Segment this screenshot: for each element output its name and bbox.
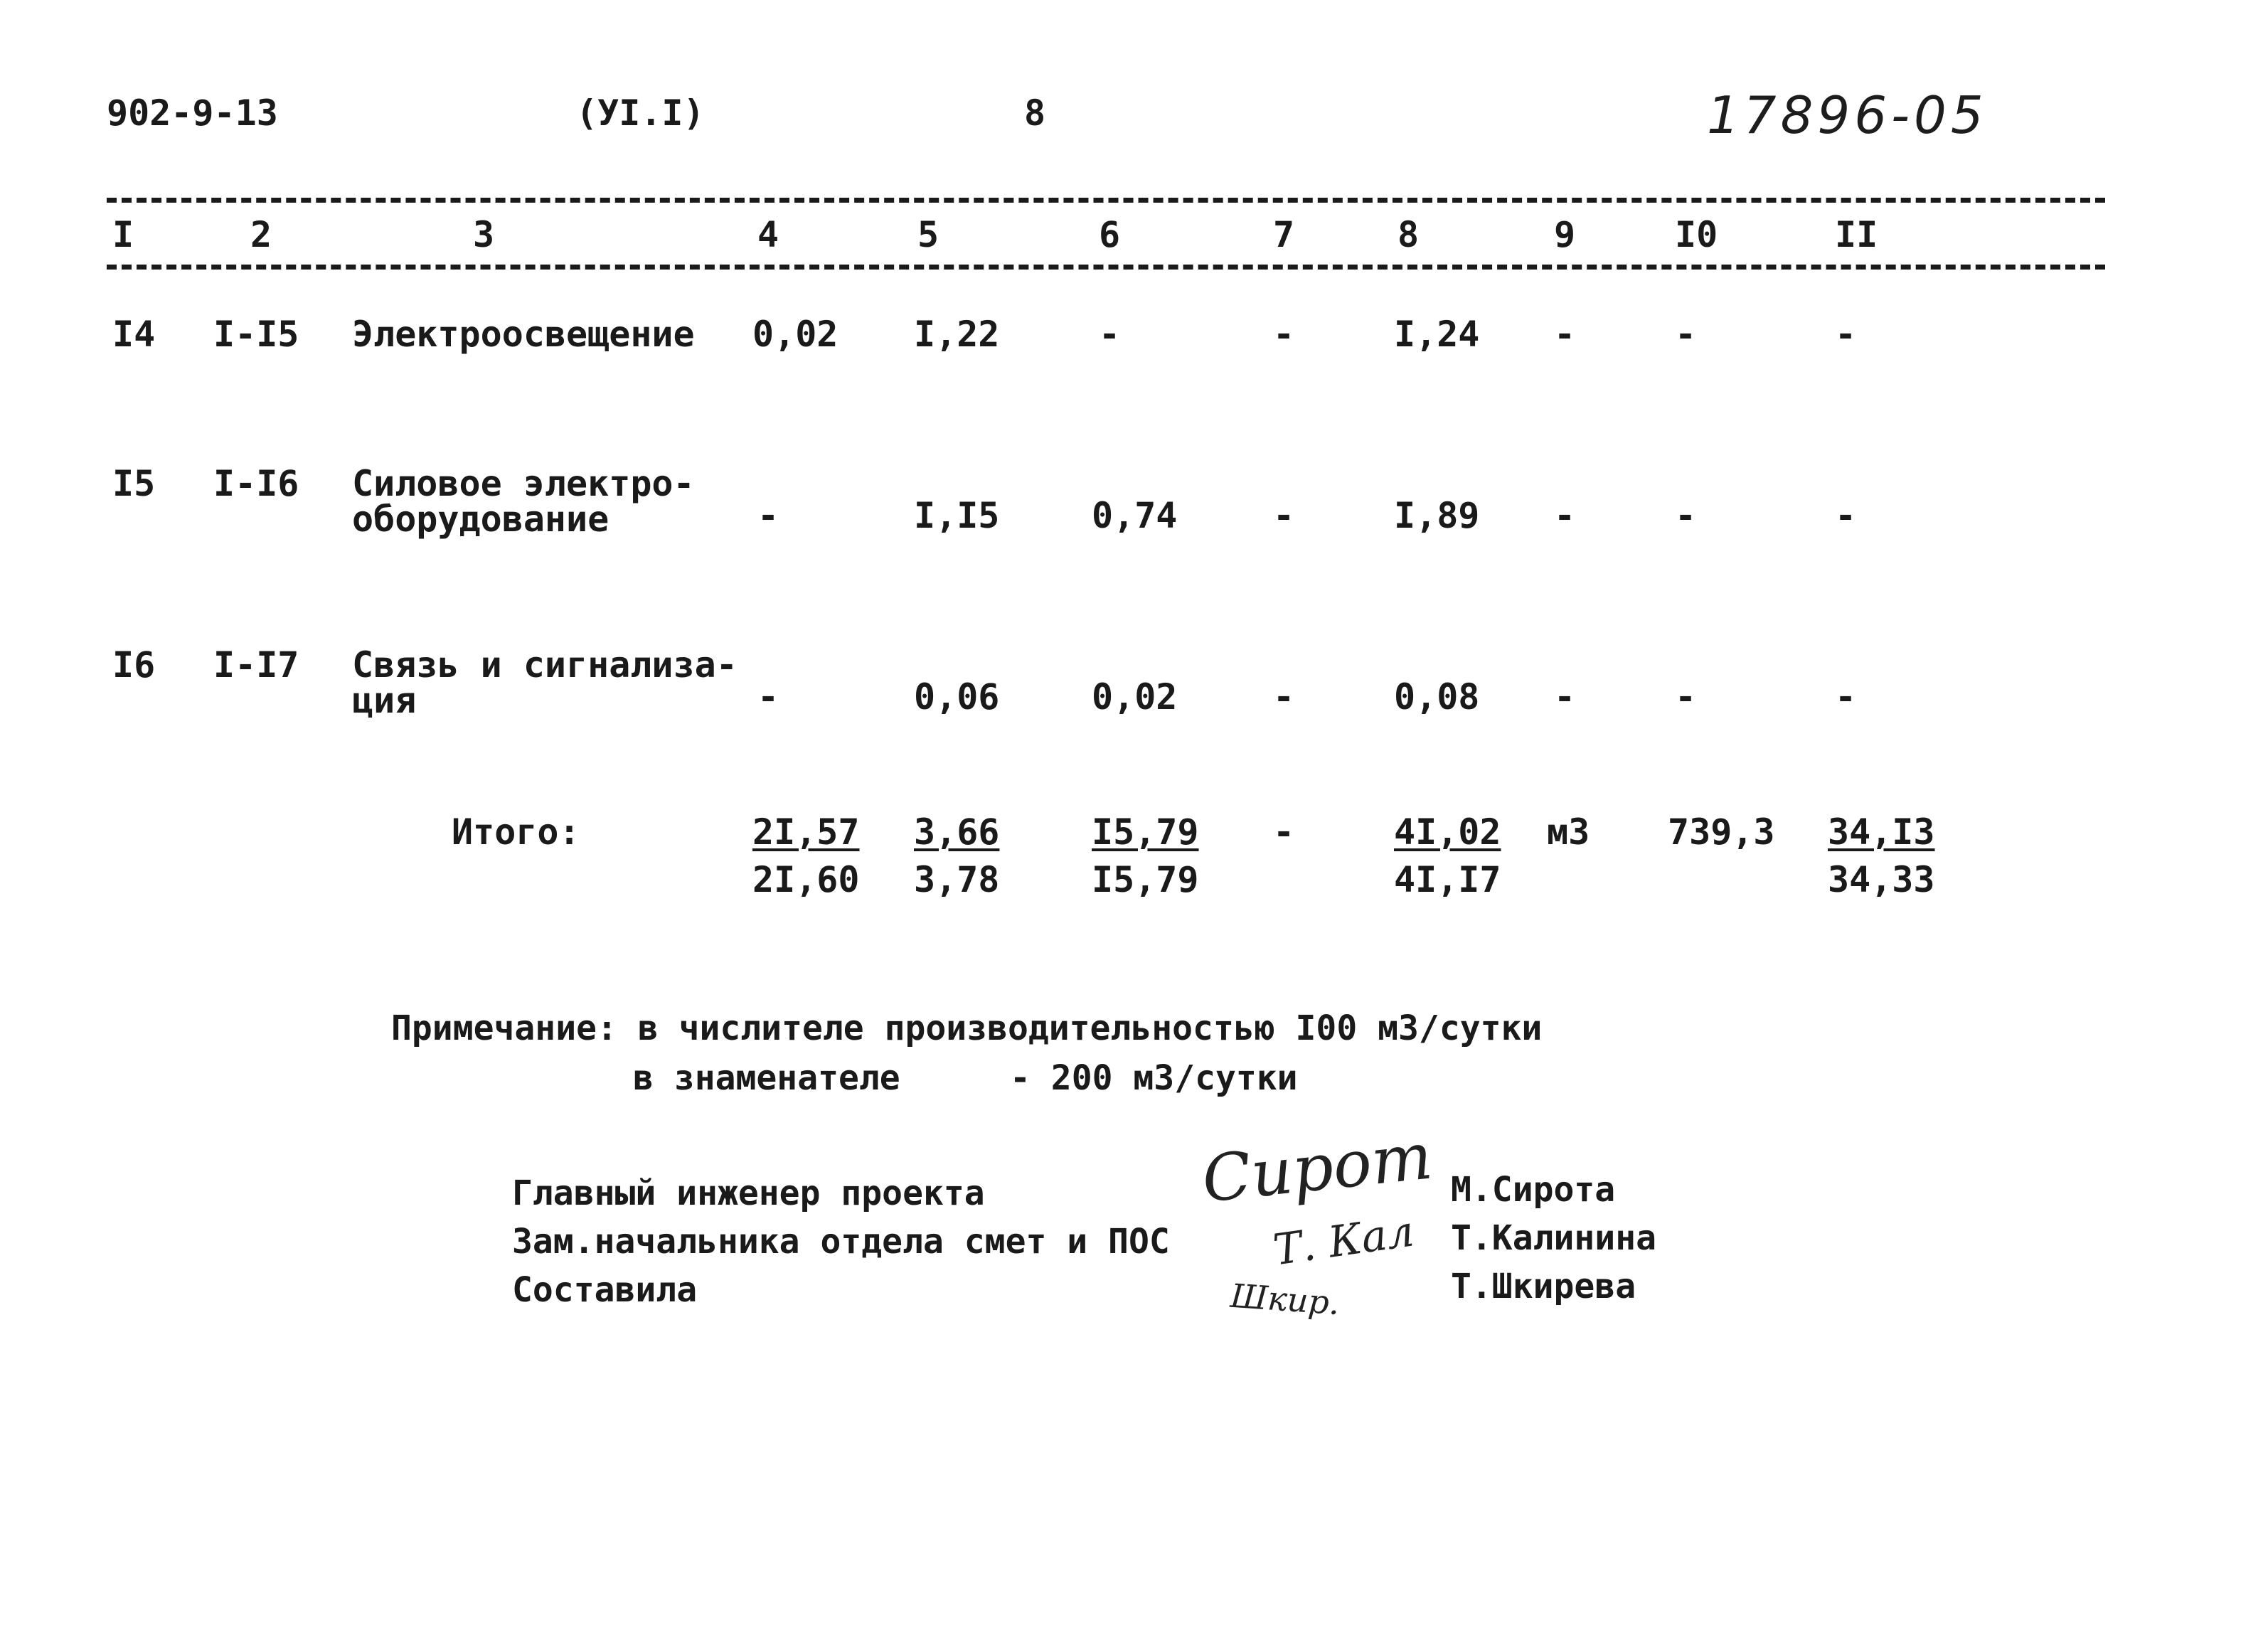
- row-name-line2: оборудование: [352, 499, 609, 540]
- col-num-7: 7: [1273, 214, 1295, 255]
- col-num-1: I: [112, 214, 134, 255]
- cell-col6: 0,02: [1092, 676, 1178, 718]
- signer-role-compiler: Составила: [512, 1270, 698, 1310]
- total-col9-unit: м3: [1547, 811, 1590, 853]
- signer-name-shkireva: Т.Шкирева: [1451, 1267, 1636, 1306]
- cell-col11: -: [1835, 676, 1857, 718]
- row-code: I-I7: [213, 644, 299, 686]
- cell-col6: 0,74: [1092, 495, 1178, 536]
- cell-col5: I,22: [914, 314, 1000, 355]
- col-num-11: II: [1835, 214, 1878, 255]
- total-col5-numerator: 3,66: [914, 811, 1000, 853]
- cell-col9: -: [1554, 314, 1576, 355]
- signer-name-kalinina: Т.Калинина: [1451, 1218, 1656, 1258]
- col-num-3: 3: [473, 214, 495, 255]
- row-number: I4: [112, 314, 156, 355]
- signer-role-deputy-head: Зам.начальника отдела смет и ПОС: [512, 1222, 1170, 1262]
- cell-col9: -: [1554, 495, 1576, 536]
- col-num-2: 2: [250, 214, 272, 255]
- total-col6-denominator: I5,79: [1092, 859, 1199, 900]
- col-num-8: 8: [1397, 214, 1420, 255]
- note-line2-value: - 200 м3/сутки: [1010, 1058, 1298, 1098]
- cell-col4: -: [757, 676, 779, 718]
- cell-col8: I,24: [1394, 314, 1480, 355]
- inventory-number: 17896-05: [1707, 85, 1988, 145]
- cell-col10: -: [1675, 676, 1697, 718]
- cell-col9: -: [1554, 676, 1576, 718]
- total-col8-numerator: 4I,02: [1394, 811, 1501, 853]
- cell-col11: -: [1835, 495, 1857, 536]
- table-top-rule: [107, 198, 2105, 203]
- section-code: (УI.I): [576, 92, 705, 134]
- total-label: Итого:: [452, 811, 580, 853]
- row-code: I-I5: [213, 314, 299, 355]
- cell-col5: I,I5: [914, 495, 1000, 536]
- col-num-6: 6: [1099, 214, 1121, 255]
- row-code: I-I6: [213, 463, 299, 504]
- total-col10: 739,3: [1668, 811, 1775, 853]
- cell-col10: -: [1675, 495, 1697, 536]
- col-num-10: I0: [1675, 214, 1718, 255]
- doc-code: 902-9-13: [107, 92, 278, 134]
- total-col7: -: [1273, 811, 1295, 853]
- note-line1: Примечание: в числителе производительностью I00 м3/сутки: [391, 1008, 1543, 1048]
- total-col4-numerator: 2I,57: [752, 811, 860, 853]
- cell-col8: I,89: [1394, 495, 1480, 536]
- total-col6-numerator: I5,79: [1092, 811, 1199, 853]
- note-line2-label: в знаменателе: [633, 1058, 900, 1098]
- col-num-4: 4: [757, 214, 779, 255]
- cell-col8: 0,08: [1394, 676, 1480, 718]
- total-col8-denominator: 4I,I7: [1394, 859, 1501, 900]
- handwritten-signature-2: Т. Кал: [1270, 1206, 1417, 1276]
- cell-col10: -: [1675, 314, 1697, 355]
- col-num-9: 9: [1554, 214, 1576, 255]
- cell-col7: -: [1273, 314, 1295, 355]
- col-num-5: 5: [917, 214, 939, 255]
- cell-col5: 0,06: [914, 676, 1000, 718]
- row-name: [352, 463, 695, 540]
- signer-role-chief-engineer: Главный инженер проекта: [512, 1173, 985, 1213]
- total-col11-denominator: 34,33: [1828, 859, 1935, 900]
- cell-col7: -: [1273, 676, 1295, 718]
- cell-col6: -: [1099, 314, 1121, 355]
- row-name-line1: Силовое электро-: [352, 463, 695, 504]
- total-col5-denominator: 3,78: [914, 859, 1000, 900]
- handwritten-signature-3: Шкир.: [1229, 1276, 1341, 1323]
- handwritten-signature-1: Сирот: [1198, 1119, 1436, 1218]
- row-name-line1: Электроосвещение: [352, 314, 695, 355]
- signer-name-sirota: М.Сирота: [1451, 1170, 1616, 1210]
- total-col11-numerator: 34,I3: [1828, 811, 1935, 853]
- cell-col4: 0,02: [752, 314, 838, 355]
- row-number: I5: [112, 463, 156, 504]
- table-header-rule: [107, 265, 2105, 270]
- row-name-line1: Связь и сигнализа-: [352, 644, 738, 686]
- cell-col4: -: [757, 495, 779, 536]
- row-number: I6: [112, 644, 156, 686]
- row-name: [352, 314, 695, 355]
- page-number: 8: [1024, 92, 1046, 134]
- row-name-line2: ция: [352, 680, 417, 721]
- total-col4-denominator: 2I,60: [752, 859, 860, 900]
- cell-col7: -: [1273, 495, 1295, 536]
- row-name: [352, 644, 738, 721]
- cell-col11: -: [1835, 314, 1857, 355]
